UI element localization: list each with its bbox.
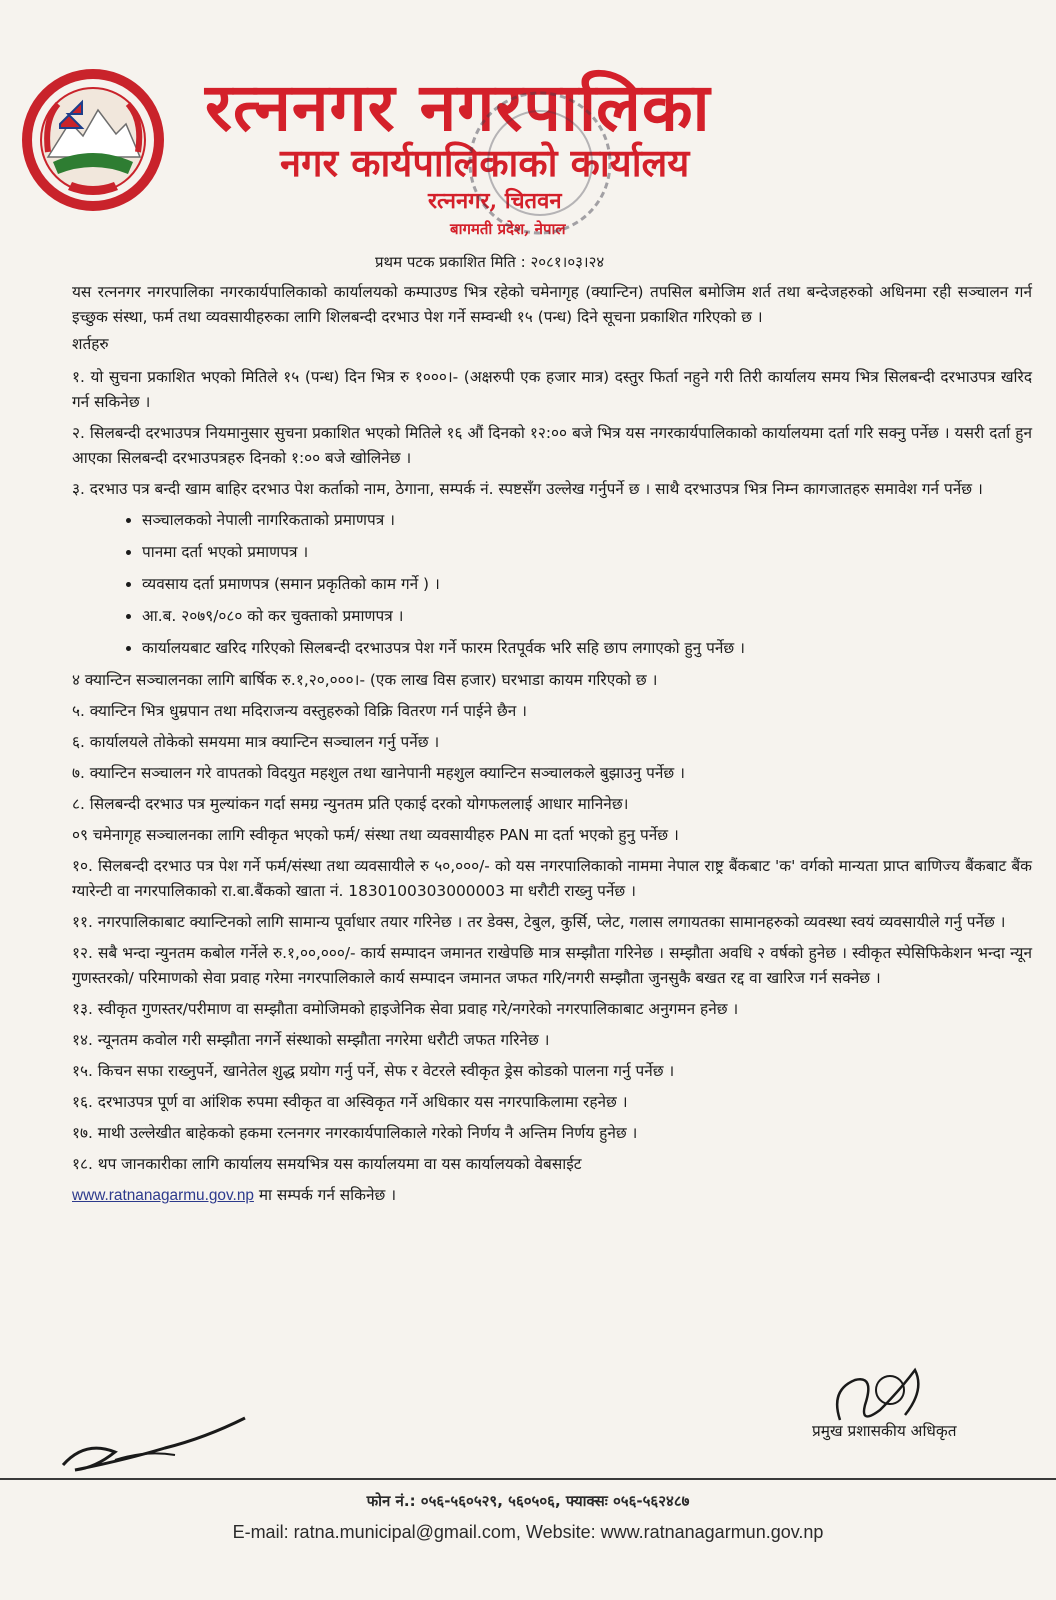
condition-item: १२. सबै भन्दा न्युनतम कबोल गर्नेले रु.१,००,०००/- कार्य सम्पादन जमानत राखेपछि मात्र सम्झौता गरिनेछ । सम्झौता अवधि २ वर्षको हुनेछ । स्वीकृत स्पेसिफिकेशन भन्दा न्यून गुणस्तरको/ परिमाणको सेवा प्रवाह गरेमा नगरपालिकाले कार्य सम्पादन जमानत जफत गरि/नगरी सम्झौता जुनसुकै बखत रद्द वा खारिज गर्न सक्नेछ । xyxy=(72,944,1032,987)
condition-item: १३. स्वीकृत गुणस्तर/परीमाण वा सम्झौता वमोजिमको हाइजेनिक सेवा प्रवाह गरे/नगरेको नगरपालिकाबाट अनुगमन हनेछ । xyxy=(72,1000,739,1018)
condition-item: १७. माथी उल्लेखीत बाहेकको हकमा रत्ननगर नगरकार्यपालिकाले गरेको निर्णय नै अन्तिम निर्णय हुनेछ । xyxy=(72,1124,638,1142)
required-documents-list xyxy=(72,508,1032,661)
condition-item: १६. दरभाउपत्र पूर्ण वा आंशिक रुपमा स्वीकृत वा अस्विकृत गर्ने अधिकार यस नगरपाकिलामा रहनेछ । xyxy=(72,1093,628,1111)
condition-item: ७. क्यान्टिन सञ्चालन गरे वापतको विदयुत महशुल तथा खानेपानी महशुल क्यान्टिन सञ्चालकले बुझाउनु पर्नेछ । xyxy=(72,764,685,782)
condition-item: ४ क्यान्टिन सञ्चालनका लागि बार्षिक रु.१,२०,०००।- (एक लाख विस हजार) घरभाडा कायम गरिएको छ । xyxy=(72,671,658,689)
footer-email-website: E-mail: ratna.municipal@gmail.com, Website: www.ratnanagarmun.gov.np xyxy=(232,1522,824,1542)
list-item: • पानमा दर्ता भएको प्रमाणपत्र । xyxy=(142,540,1032,565)
condition-item: ५. क्यान्टिन भित्र धुम्रपान तथा मदिराजन्य वस्तुहरुको विक्रि वितरण गर्न पाईने छैन । xyxy=(72,702,528,720)
intro-paragraph: यस रत्ननगर नगरपालिका नगरकार्यपालिकाको कार्यालयको कम्पाउण्ड भित्र रहेको चमेनागृह (क्यान्टिन) तपसिल बमोजिम शर्त तथा बन्देजहरुको अधिनमा रही सञ्चालन गर्न इच्छुक संस्था, फर्म तथा व्यवसायीहरुका लागि शिलबन्दी दरभाउ पेश गर्ने सम्वन्धी १५ (पन्ध) दिने सूचना प्रकाशित गरिएको छ । xyxy=(72,283,1032,326)
condition-item: ८. सिलबन्दी दरभाउ पत्र मुल्यांकन गर्दा समग्र न्युनतम प्रति एकाई दरको योगफललाई आधार मानिनेछ। xyxy=(72,795,629,813)
office-title: नगर कार्यपालिकाको कार्यालय xyxy=(280,140,690,185)
footer-phone: फोन नं.: ०५६-५६०५२९, ५६०५०६, फ्याक्सः ०५६-५६२४८७ xyxy=(366,1492,690,1510)
condition-item: ११. नगरपालिकाबाट क्यान्टिनको लागि सामान्य पूर्वाधार तयार गरिनेछ । तर डेक्स, टेबुल, कुर्सि, प्लेट, गलास लगायतका सामानहरुको व्यवस्था स्वयं व्यवसायीले गर्नु पर्नेछ । xyxy=(72,913,1006,931)
signatory-title: प्रमुख प्रशासकीय अधिकृत xyxy=(812,1422,957,1440)
condition-item: १८. थप जानकारीका लागि कार्यालय समयभित्र यस कार्यालयमा वा यस कार्यालयको वेबसाईट xyxy=(72,1155,582,1173)
conditions-heading: शर्तहरु xyxy=(72,335,109,353)
office-stamp-icon xyxy=(455,78,625,248)
nepal-emblem-icon xyxy=(8,62,178,212)
footer-divider xyxy=(0,1478,1056,1480)
condition-item: २. सिलबन्दी दरभाउपत्र नियमानुसार सुचना प्रकाशित भएको मितिले १६ औं दिनको १२:०० बजे भित्र यस नगरकार्यपालिकाको कार्यालयमा दर्ता गरि सक्नु पर्नेछ । यसरी दर्ता हुन आएका सिलबन्दी दरभाउपत्रहरु दिनको १:०० बजे खोलिनेछ । xyxy=(72,424,1032,467)
office-province: बागमती प्रदेश, नेपाल xyxy=(450,220,566,238)
publication-date: प्रथम पटक प्रकाशित मिति : २०८१।०३।२४ xyxy=(375,253,605,271)
condition-item: १. यो सुचना प्रकाशित भएको मितिले १५ (पन्ध) दिन भित्र रु १०००।- (अक्षरुपी एक हजार मात्र) दस्तुर फिर्ता नहुने गरी तिरी कार्यालय समय भित्र सिलबन्दी दरभाउपत्र खरिद गर्न सकिनेछ । xyxy=(72,368,1032,411)
list-item: • व्यवसाय दर्ता प्रमाणपत्र (समान प्रकृतिको काम गर्ने ) । xyxy=(142,572,1032,597)
list-item: • आ.ब. २०७९/०८० को कर चुक्ताको प्रमाणपत्र । xyxy=(142,604,1032,629)
condition-item: ६. कार्यालयले तोकेको समयमा मात्र क्यान्टिन सञ्चालन गर्नु पर्नेछ । xyxy=(72,733,440,751)
condition-item: १०. सिलबन्दी दरभाउ पत्र पेश गर्ने फर्म/संस्था तथा व्यवसायीले रु ५०,०००/- को यस नगरपालिकाको नाममा नेपाल राष्ट्र बैंकबाट 'क' वर्गको मान्यता प्राप्त बाणिज्य बैंकबाट बैंक ग्यारेन्टी वा नगरपालिकाको रा.बा.बैंकको खाता नं. 1830100303000003 मा धरौटी राख्नु पर्नेछ । xyxy=(72,857,1032,900)
notice-body xyxy=(72,280,1032,1214)
website-link[interactable]: www.ratnanagarmu.gov.np xyxy=(72,1187,254,1204)
office-location: रत्ननगर, चितवन xyxy=(428,188,562,214)
signature-left-icon xyxy=(55,1410,255,1480)
condition-item: ३. दरभाउ पत्र बन्दी खाम बाहिर दरभाउ पेश कर्ताको नाम, ठेगाना, सम्पर्क नं. स्पष्टसँग उल्लेख गर्नुपर्ने छ । साथै दरभाउपत्र भित्र निम्न कागजातहरु समावेश गर्न पर्नेछ । xyxy=(72,480,983,498)
list-item: • सञ्चालकको नेपाली नागरिकताको प्रमाणपत्र । xyxy=(142,508,1032,533)
municipality-title: रत्ननगर नगरपालिका xyxy=(205,68,711,146)
condition-item: १५. किचन सफा राख्नुपर्ने, खानेतेल शुद्ध प्रयोग गर्नु पर्ने, सेफ र वेटरले स्वीकृत ड्रेस कोडको पालना गर्नु पर्नेछ । xyxy=(72,1062,675,1080)
condition-item: १४. न्यूनतम कवोल गरी सम्झौता नगर्ने संस्थाको सम्झौता नगरेमा धरौटी जफत गरिनेछ । xyxy=(72,1031,550,1049)
website-contact-line xyxy=(72,1183,1032,1208)
website-contact-text: मा सम्पर्क गर्न सकिनेछ । xyxy=(253,1186,397,1204)
condition-item: ०९ चमेनागृह सञ्चालनका लागि स्वीकृत भएको फर्म/ संस्था तथा व्यवसायीहरु PAN मा दर्ता भएको हुनु पर्नेछ । xyxy=(72,826,679,844)
list-item: • कार्यालयबाट खरिद गरिएको सिलबन्दी दरभाउपत्र पेश गर्ने फारम रितपूर्वक भरि सहि छाप लगाएको हुनु पर्नेछ । xyxy=(142,636,1032,661)
